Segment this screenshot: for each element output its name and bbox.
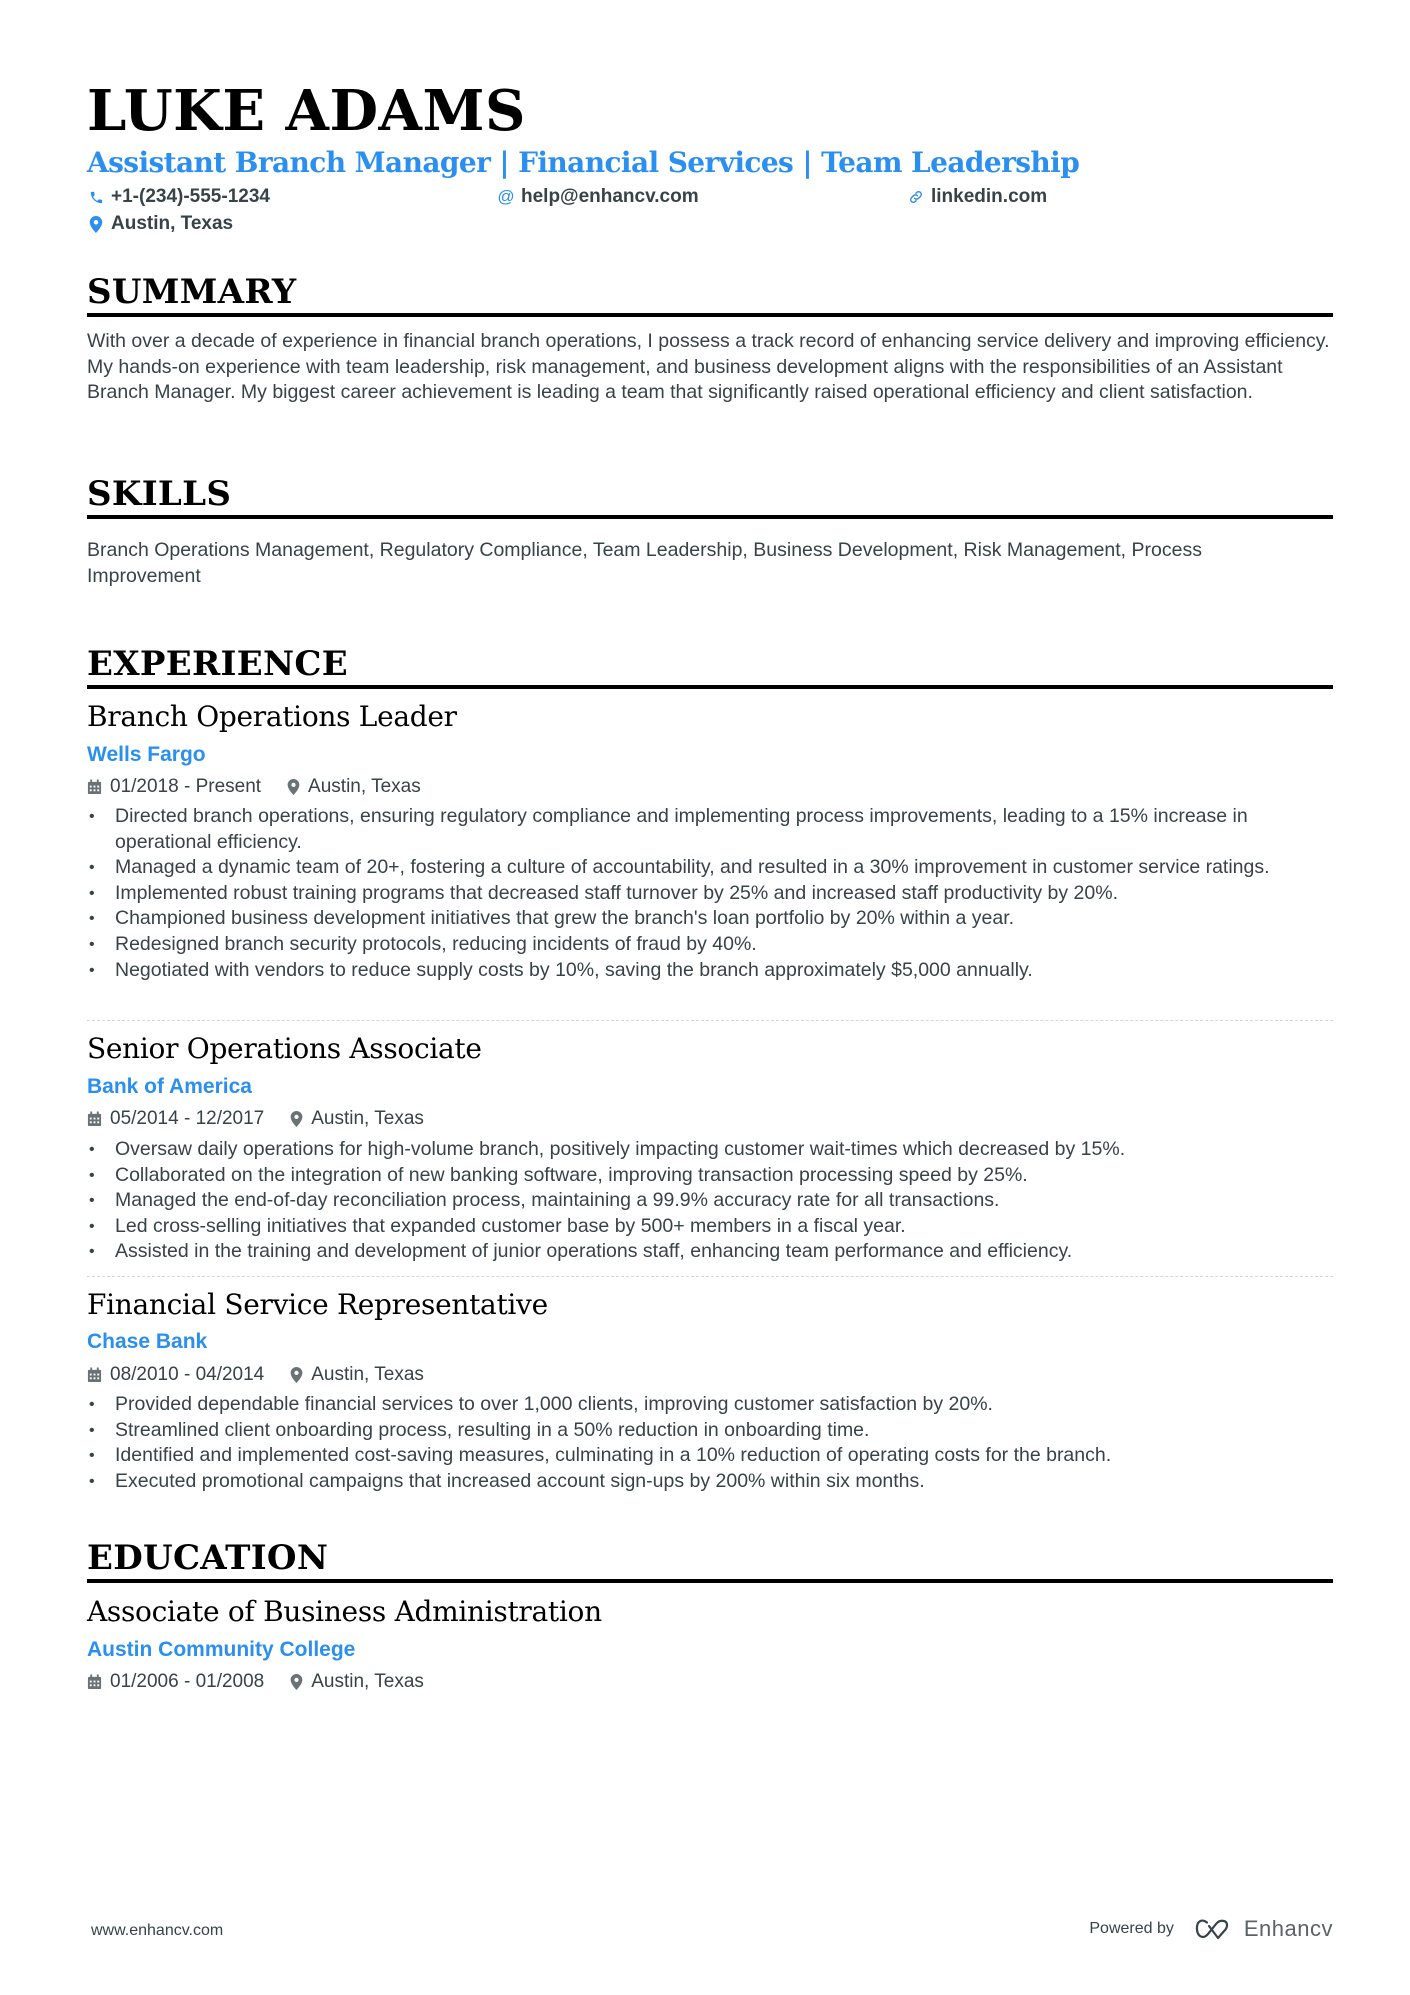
- location-pin-icon: [290, 1111, 303, 1127]
- location-pin-icon: [287, 779, 300, 795]
- phone-icon: [87, 188, 105, 206]
- job-dates: 08/2010 - 04/2014: [110, 1364, 265, 1385]
- bullet-item: • Oversaw daily operations for high-volume branch, positively impacting customer wait-times which decreased by 15%.: [87, 1137, 1333, 1163]
- location-pin-icon: [290, 1367, 303, 1383]
- job-title: Branch Operations Leader: [87, 700, 457, 733]
- job-location: Austin, Texas: [308, 776, 421, 797]
- bullet-item: • Identified and implemented cost-saving measures, culminating in a 10% reduction of operating costs for the branch.: [87, 1443, 1333, 1469]
- job-divider: [87, 1276, 1333, 1277]
- bullet-item: • Championed business development initiatives that grew the branch's loan portfolio by 20% within a year.: [87, 906, 1333, 932]
- bullet-item: • Redesigned branch security protocols, reducing incidents of fraud by 40%.: [87, 932, 1333, 958]
- bullet-item: • Assisted in the training and development of junior operations staff, enhancing team performance and efficiency.: [87, 1239, 1333, 1265]
- bullet-item: • Collaborated on the integration of new banking software, improving transaction processing speed by 25%.: [87, 1163, 1333, 1189]
- section-divider: [87, 313, 1333, 317]
- location-pin-icon: [290, 1674, 303, 1690]
- resume-page: [87, 0, 1333, 1995]
- link-icon: [907, 188, 925, 206]
- company-name: Bank of America: [87, 1075, 252, 1098]
- bullet-item: • Managed a dynamic team of 20+, fostering a culture of accountability, and resulted in a 30% improvement in customer service ratings.: [87, 855, 1333, 881]
- section-divider: [87, 685, 1333, 689]
- bullet-item: • Directed branch operations, ensuring regulatory compliance and implementing process improvements, leading to a 15% increase in operational efficiency.: [87, 804, 1333, 855]
- bullet-item: • Managed the end-of-day reconciliation process, maintaining a 99.9% accuracy rate for all transactions.: [87, 1188, 1333, 1214]
- school-name: Austin Community College: [87, 1638, 356, 1661]
- section-title-education: EDUCATION: [87, 1538, 329, 1578]
- bullet-item: • Executed promotional campaigns that increased account sign-ups by 200% within six months.: [87, 1469, 1333, 1495]
- education-dates: 01/2006 - 01/2008: [110, 1671, 265, 1692]
- job-dates: 01/2018 - Present: [110, 776, 262, 797]
- calendar-icon: [87, 1111, 102, 1127]
- section-title-experience: EXPERIENCE: [87, 644, 348, 684]
- education-meta: [87, 1670, 424, 1694]
- calendar-icon: [87, 1367, 102, 1383]
- bullet-item: • Provided dependable financial services to over 1,000 clients, improving customer satisfaction by 20%.: [87, 1392, 1333, 1418]
- section-divider: [87, 1579, 1333, 1583]
- at-icon: @: [497, 187, 515, 206]
- location-text: Austin, Texas: [111, 213, 234, 234]
- calendar-icon: [87, 1674, 102, 1690]
- job-location: Austin, Texas: [311, 1108, 424, 1129]
- phone-text: +1-(234)-555-1234: [111, 186, 270, 207]
- contact-linkedin[interactable]: [907, 185, 1047, 209]
- contact-email[interactable]: [497, 185, 699, 209]
- bullet-item: • Negotiated with vendors to reduce supply costs by 10%, saving the branch approximately $5,000 annually.: [87, 958, 1333, 984]
- contact-location: [87, 212, 233, 236]
- job-meta: [87, 1363, 424, 1387]
- bullet-item: • Streamlined client onboarding process, resulting in a 50% reduction in onboarding time.: [87, 1418, 1333, 1444]
- candidate-name: LUKE ADAMS: [87, 78, 526, 144]
- powered-by-label: Powered by: [1089, 1920, 1174, 1937]
- email-text: help@enhancv.com: [521, 186, 699, 207]
- company-name: Chase Bank: [87, 1330, 208, 1353]
- job-dates: 05/2014 - 12/2017: [110, 1108, 265, 1129]
- bullet-item: • Led cross-selling initiatives that expanded customer base by 500+ members in a fiscal year.: [87, 1214, 1333, 1240]
- job-divider: [87, 1020, 1333, 1021]
- footer-branding[interactable]: [1089, 1916, 1333, 1942]
- job-title: Financial Service Representative: [87, 1288, 548, 1321]
- degree-title: Associate of Business Administration: [87, 1595, 602, 1628]
- company-name: Wells Fargo: [87, 743, 206, 766]
- job-title: Senior Operations Associate: [87, 1032, 482, 1065]
- section-title-skills: SKILLS: [87, 474, 232, 514]
- contact-phone[interactable]: [87, 185, 270, 209]
- summary-text: With over a decade of experience in financial branch operations, I possess a track record of enhancing service delivery and improving efficiency. My hands-on experience with team leadership, risk management, and business development aligns with the responsibilities of an Assistant Branch Manager. My biggest career achievement is leading a team that significantly raised operational efficiency and client satisfaction.: [87, 330, 1330, 404]
- job-location: Austin, Texas: [311, 1364, 424, 1385]
- job-bullets: [87, 804, 1333, 983]
- enhancv-logo-icon: [1194, 1918, 1234, 1940]
- job-bullets: [87, 1392, 1333, 1494]
- linkedin-text: linkedin.com: [931, 186, 1048, 207]
- job-meta: [87, 1107, 424, 1131]
- brand-name: Enhancv: [1243, 1916, 1333, 1941]
- calendar-icon: [87, 779, 102, 795]
- bullet-item: • Implemented robust training programs that decreased staff turnover by 25% and increased staff productivity by 20%.: [87, 881, 1333, 907]
- section-title-summary: SUMMARY: [87, 272, 297, 312]
- job-meta: [87, 775, 421, 799]
- brand-logo: [1194, 1916, 1333, 1942]
- skills-text: Branch Operations Management, Regulatory Compliance, Team Leadership, Business Development, Risk Management, Process Improvement: [87, 539, 1202, 587]
- section-divider: [87, 515, 1333, 519]
- job-bullets: [87, 1137, 1333, 1265]
- education-location: Austin, Texas: [311, 1671, 424, 1692]
- location-pin-icon: [87, 215, 105, 233]
- footer-website-link[interactable]: www.enhancv.com: [91, 1922, 224, 1939]
- headline: Assistant Branch Manager | Financial Services | Team Leadership: [87, 146, 1080, 179]
